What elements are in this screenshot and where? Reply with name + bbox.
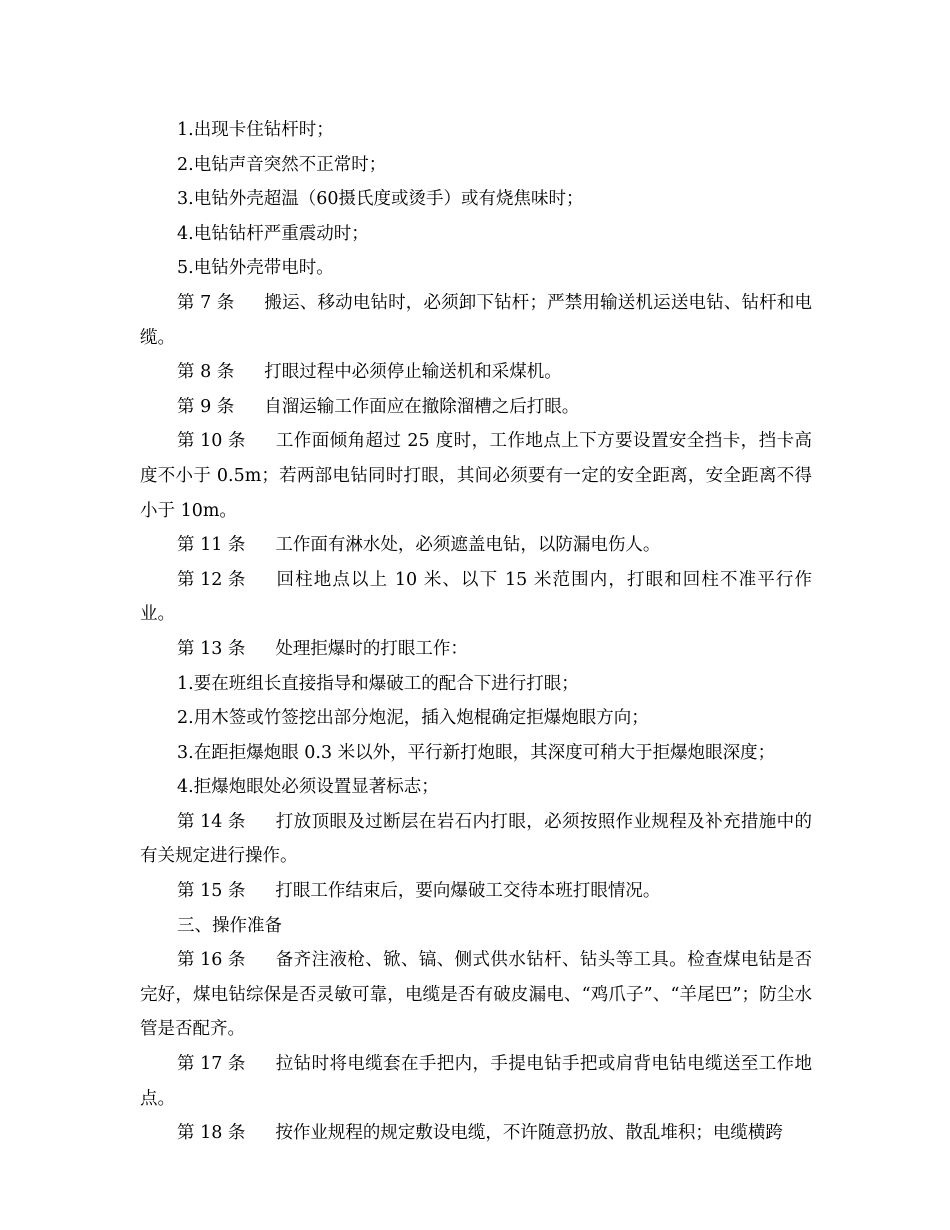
article-text: 回柱地点以上 10 米、以下 15 米范围内，打眼和回柱不准平行作业。 (140, 569, 812, 625)
article-label: 第 15 条 (177, 881, 246, 902)
article-paragraph (140, 805, 812, 874)
article-text: 打眼工作结束后，要向爆破工交待本班打眼情况。 (275, 881, 661, 902)
article-paragraph (140, 390, 812, 425)
article-paragraph (140, 943, 812, 1047)
article-text: 工作面倾角超过 25 度时，工作地点上下方要设置安全挡卡，挡卡高度不小于 0.5m；若两部电钻同时打眼，其间必须要有一定的安全距离，安全距离不得小于 10m。 (140, 431, 812, 521)
list-item: 2.电钻声音突然不正常时； (177, 154, 387, 175)
article-text: 备齐注液枪、锨、镐、侧式供水钻杆、钻头等工具。检查煤电钻是否完好，煤电钻综保是否灵敏可靠，电缆是否有破皮漏电、“鸡爪子”、“羊尾巴”；防尘水管是否配齐。 (140, 950, 812, 1040)
article-label: 第 18 条 (177, 1123, 246, 1144)
article-label: 第 8 条 (177, 362, 235, 383)
article-label: 第 9 条 (177, 396, 235, 417)
article-text: 自溜运输工作面应在撤除溜槽之后打眼。 (264, 396, 580, 417)
article-label: 第 12 条 (177, 569, 246, 590)
list-item: 4.拒爆炮眼处必须设置显著标志； (177, 777, 439, 798)
list-item: 2.用木签或竹签挖出部分炮泥，插入炮棍确定拒爆炮眼方向； (177, 708, 649, 729)
article-text: 处理拒爆时的打眼工作： (275, 638, 468, 659)
article-paragraph (140, 1116, 812, 1151)
article-paragraph (140, 563, 812, 632)
article-text: 打眼过程中必须停止输送机和采煤机。 (264, 362, 562, 383)
article-text: 搬运、移动电钻时，必须卸下钻杆；严禁用输送机运送电钻、钻杆和电缆。 (140, 292, 812, 348)
article-text: 工作面有淋水处，必须遮盖电钻，以防漏电伤人。 (275, 535, 661, 556)
article-label: 第 16 条 (177, 950, 246, 971)
article-paragraph (140, 528, 812, 563)
article-label: 第 10 条 (177, 431, 246, 452)
list-item: 1.出现卡住钻杆时； (177, 120, 334, 140)
list-item: 5.电钻外壳带电时。 (177, 258, 334, 279)
list-item: 1.要在班组长直接指导和爆破工的配合下进行打眼； (177, 673, 579, 694)
article-label: 第 13 条 (177, 638, 246, 659)
article-paragraph (140, 424, 812, 528)
article-text: 打放顶眼及过断层在岩石内打眼，必须按照作业规程及补充措施中的有关规定进行操作。 (140, 811, 812, 867)
document-body (140, 113, 812, 1151)
article-label: 第 14 条 (177, 811, 246, 832)
article-text: 拉钻时将电缆套在手把内，手提电钻手把或肩背电钻电缆送至工作地点。 (140, 1054, 812, 1109)
article-label: 第 7 条 (177, 292, 235, 313)
list-item: 4.电钻钻杆严重震动时； (177, 223, 369, 244)
article-label: 第 11 条 (177, 535, 246, 556)
article-paragraph (140, 355, 812, 390)
article-paragraph (140, 1047, 812, 1116)
section-heading: 三、操作准备 (177, 915, 282, 936)
article-paragraph (140, 286, 812, 355)
article-paragraph (140, 632, 812, 667)
list-item: 3.在距拒爆炮眼 0.3 米以外，平行新打炮眼，其深度可稍大于拒爆炮眼深度； (177, 742, 776, 763)
article-text: 按作业规程的规定敷设电缆，不许随意扔放、散乱堆积；电缆横跨 (275, 1123, 783, 1144)
list-item: 3.电钻外壳超温（60摄氏度或烫手）或有烧焦味时； (177, 189, 584, 210)
article-paragraph (140, 874, 812, 909)
article-label: 第 17 条 (177, 1054, 246, 1075)
